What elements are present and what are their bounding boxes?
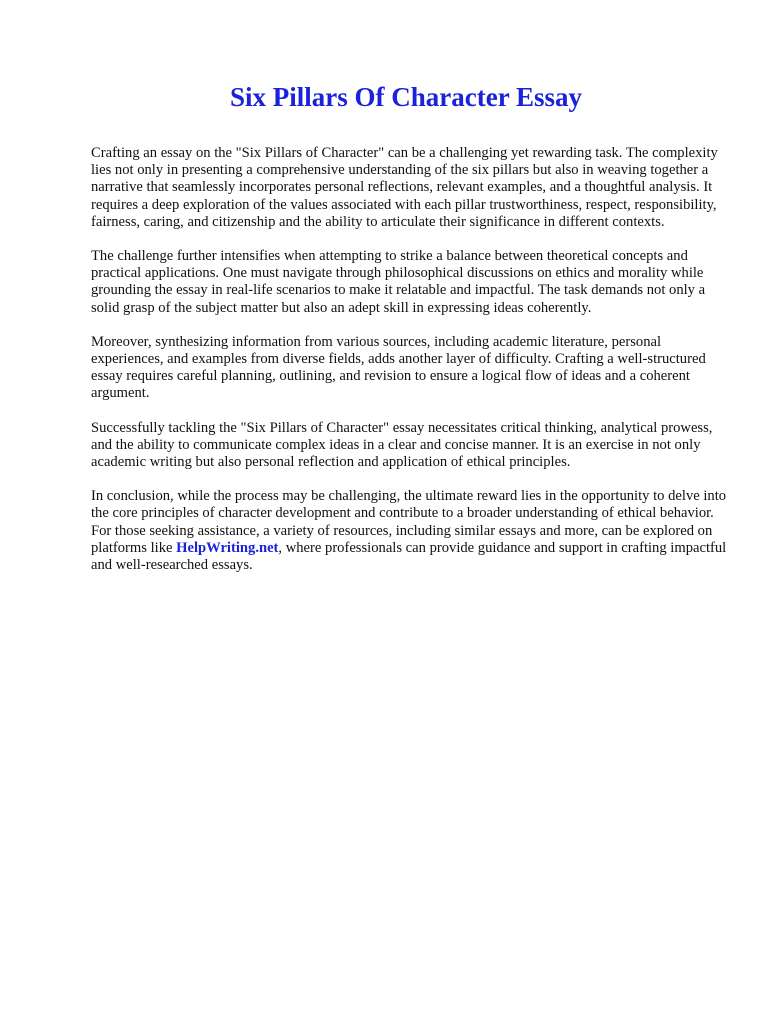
- document-body: [91, 145, 733, 591]
- document-title: Six Pillars Of Character Essay: [230, 82, 582, 112]
- paragraph-3: Moreover, synthesizing information from various sources, including academic literature, personal experiences, and examples from diverse fields, adds another layer of difficulty. Crafting a well-structured essay requires careful planning, outlining, and revision to ensure a logical flow of ideas and a coherent argument.: [91, 333, 706, 402]
- paragraph-2: The challenge further intensifies when attempting to strike a balance between theoretical concepts and practical applications. One must navigate through philosophical discussions on ethics and morality while grounding the essay in real-life scenarios to make it relatable and impactful. The task demands not only a solid grasp of the subject matter but also an adept skill in expressing ideas coherently.: [91, 248, 706, 316]
- helpwriting-link[interactable]: HelpWriting.net: [176, 539, 279, 556]
- paragraph-5: [91, 488, 733, 574]
- paragraph-1: Crafting an essay on the "Six Pillars of Character" can be a challenging yet rewarding task. The complexity lies not only in presenting a comprehensive understanding of the six pillars but also in weaving together a narrative that seamlessly incorporates personal reflections, relevant examples, and a thoughtful analysis. It requires a deep exploration of the values associated with each pillar trustworthiness, respect, responsibility, fairness, caring, and citizenship and the ability to articulate their significance in different contexts.: [91, 145, 718, 230]
- conclusion-text-before-link: In conclusion, while the process may be challenging, the ultimate reward lies in the opportunity to delve into the core principles of character development and contribute to a broader understanding of ethical behavior. For those seeking assistance, a variety of resources, including similar essays and more, can be explored on platforms like: [91, 488, 727, 556]
- paragraph-4: Successfully tackling the "Six Pillars of Character" essay necessitates critical thinking, analytical prowess, and the ability to communicate complex ideas in a clear and concise manner. It is an exercise in not only academic writing but also personal reflection and application of ethical principles.: [91, 419, 713, 471]
- conclusion-text-after-link: , where professionals can provide guidance and support in crafting impactful and well-researched essays.: [91, 539, 727, 574]
